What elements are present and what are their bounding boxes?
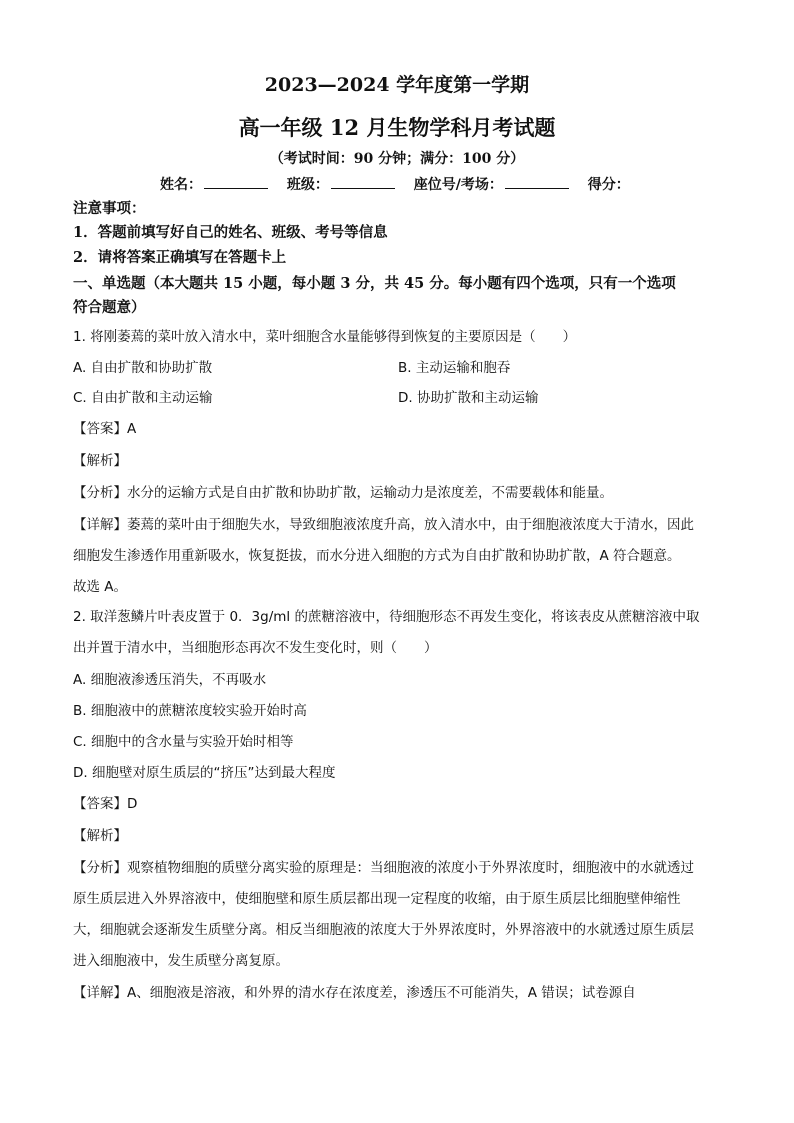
- q2-detail: 【详解】A、细胞液是溶液，和外界的清水存在浓度差，渗透压不可能消失，A 错误；试卷源自: [73, 985, 636, 1001]
- q2-stem-1: 2. 取洋葱鳞片叶表皮置于 0．3g/ml 的蔗糖溶液中，待细胞形态不再发生变化，将该表皮从蔗糖溶液中取: [73, 609, 700, 625]
- score-label: 得分：: [587, 177, 630, 193]
- q1-jiexi: 【解析】: [73, 453, 127, 469]
- q2-analysis-2: 原生质层进入外界溶液中，使细胞壁和原生质层都出现一定程度的收缩，由于原生质层比细胞壁伸缩性: [73, 891, 681, 907]
- q1-option-c: C. 自由扩散和主动运输: [73, 390, 213, 406]
- q2-jiexi: 【解析】: [73, 828, 127, 844]
- q2-stem-2: 出并置于清水中，当细胞形态再次不发生变化时，则（ ）: [73, 640, 438, 656]
- q1-detail-3: 故选 A。: [73, 579, 128, 595]
- seat-blank: [505, 174, 569, 189]
- q2-option-d: D. 细胞壁对原生质层的“挤压”达到最大程度: [73, 765, 336, 781]
- q1-detail-1: 【详解】萎蔫的菜叶由于细胞失水，导致细胞液浓度升高，放入清水中，由于细胞液浓度大于清水，因此: [73, 517, 694, 533]
- seat-label: 座位号/考场：: [413, 177, 503, 193]
- q2-answer: 【答案】D: [73, 796, 138, 812]
- q1-analysis: 【分析】水分的运输方式是自由扩散和协助扩散，运输动力是浓度差，不需要载体和能量。: [73, 485, 613, 501]
- q2-analysis-4: 进入细胞液中，发生质壁分离复原。: [73, 953, 289, 969]
- q1-answer: 【答案】A: [73, 421, 137, 437]
- class-blank: [331, 174, 395, 189]
- section-heading-cont: 符合题意）: [73, 299, 146, 316]
- q2-option-b: B. 细胞液中的蔗糖浓度较实验开始时高: [73, 703, 307, 719]
- exam-title: 高一年级 12 月生物学科月考试题: [238, 115, 556, 140]
- class-label: 班级：: [286, 177, 329, 193]
- q1-option-a: A. 自由扩散和协助扩散: [73, 360, 213, 376]
- q2-option-a: A. 细胞液渗透压消失，不再吸水: [73, 672, 267, 688]
- q2-analysis-1: 【分析】观察植物细胞的质壁分离实验的原理是：当细胞液的浓度小于外界浓度时，细胞液中的水就透过: [73, 860, 694, 876]
- q2-option-c: C. 细胞中的含水量与实验开始时相等: [73, 734, 294, 750]
- section-heading: 一、单选题（本大题共 15 小题，每小题 3 分，共 45 分。每小题有四个选项，只有一个选项: [73, 275, 676, 292]
- exam-meta: （考试时间：90 分钟；满分：100 分）: [269, 151, 525, 167]
- notice-item-2: 2．请将答案正确填写在答题卡上: [73, 249, 287, 266]
- notice-heading: 注意事项：: [73, 200, 146, 217]
- notice-item-1: 1．答题前填写好自己的姓名、班级、考号等信息: [73, 224, 388, 241]
- student-info-row: [160, 174, 630, 194]
- name-label: 姓名：: [160, 177, 202, 193]
- q1-option-b: B. 主动运输和胞吞: [398, 360, 511, 376]
- q1-detail-2: 细胞发生渗透作用重新吸水，恢复挺拔，而水分进入细胞的方式为自由扩散和协助扩散，A 符合题意。: [73, 548, 681, 564]
- term-title: 2023—2024 学年度第一学期: [264, 74, 530, 96]
- q2-analysis-3: 大，细胞就会逐渐发生质壁分离。相反当细胞液的浓度大于外界浓度时，外界溶液中的水就透过原生质层: [73, 922, 694, 938]
- q1-option-d: D. 协助扩散和主动运输: [398, 390, 539, 406]
- q1-stem: 1. 将刚萎蔫的菜叶放入清水中，菜叶细胞含水量能够得到恢复的主要原因是（ ）: [73, 329, 577, 345]
- name-blank: [204, 174, 268, 189]
